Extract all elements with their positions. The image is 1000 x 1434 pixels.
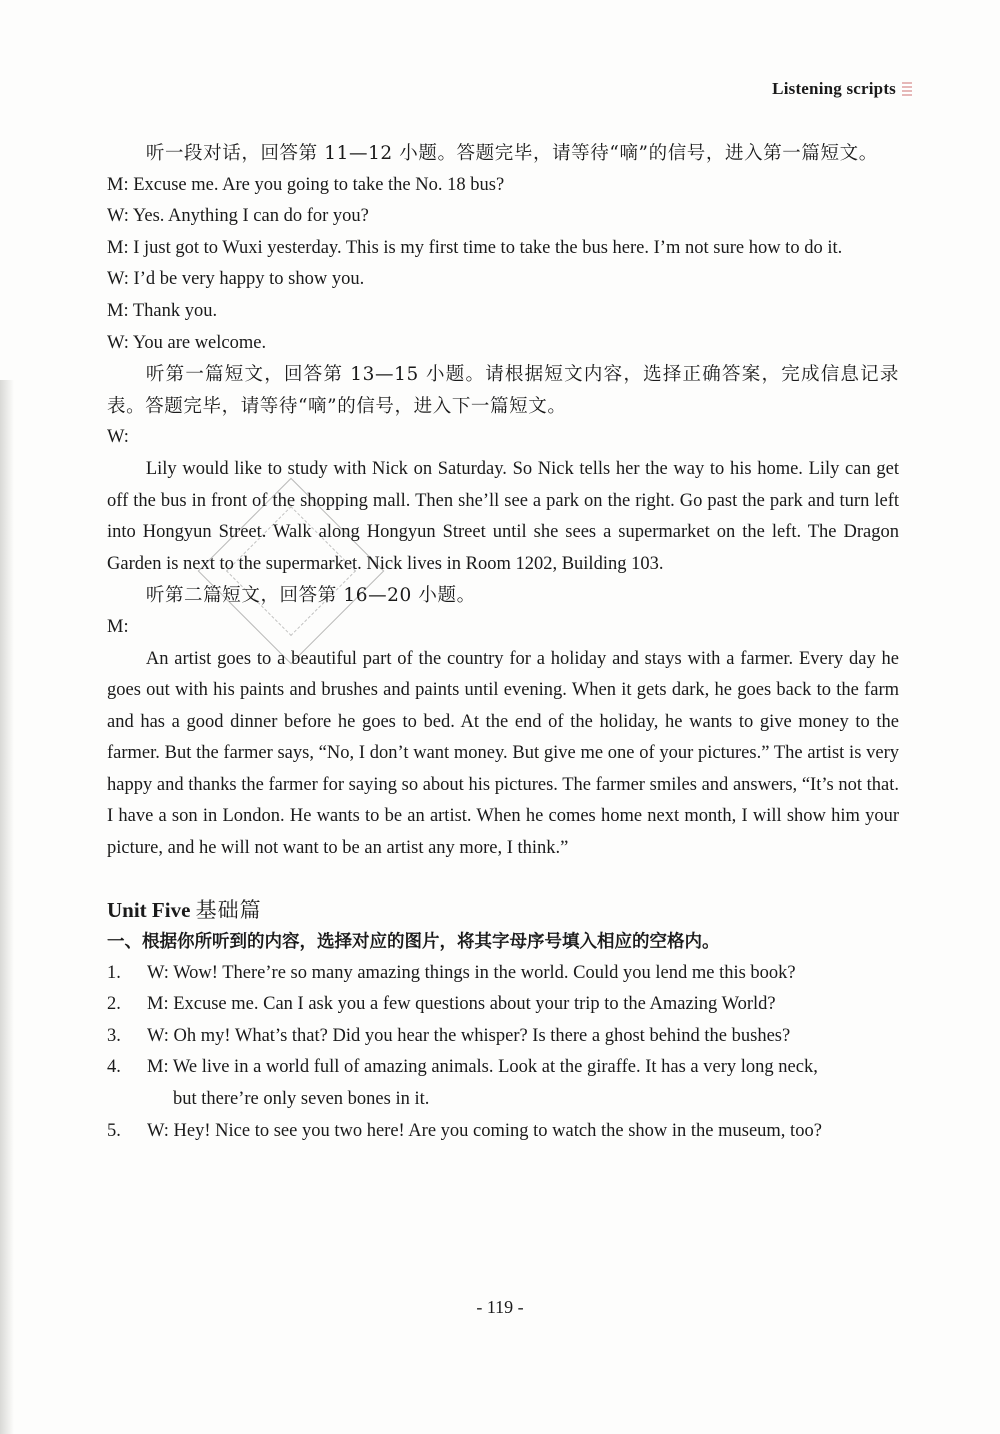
list-item	[107, 989, 899, 1021]
list-item	[107, 1021, 899, 1053]
unit-heading	[107, 893, 899, 927]
item-number: 1.	[107, 962, 121, 983]
item-text: W: Wow! There’re so many amazing things in the world. Could you lend me this book?	[147, 962, 796, 983]
unit-title-en: Unit Five	[107, 897, 191, 922]
item-text: M: Excuse me. Can I ask you a few questions about your trip to the Amazing World?	[147, 994, 776, 1015]
section-a-intro: 听一段对话，回答第 11—12 小题。答题完毕，请等待“嘀”的信号，进入第一篇短文。	[145, 143, 878, 164]
dialogue-line: M: Excuse me. Are you going to take the No. 18 bus?	[107, 174, 505, 195]
running-head-tab-mark	[902, 82, 912, 98]
dialogue-line: W: I’d be very happy to show you.	[107, 269, 365, 290]
unit-title-cn: 基础篇	[195, 897, 262, 922]
item-text: W: Hey! Nice to see you two here! Are you coming to watch the show in the museum, too?	[147, 1120, 822, 1141]
dialogue-line: W: You are welcome.	[107, 332, 267, 353]
passage-1-intro: 听第一篇短文，回答第 13—15 小题。请根据短文内容，选择正确答案，完成信息记录表。答题完毕，请等待“嘀”的信号，进入下一篇短文。	[107, 364, 899, 417]
list-item	[107, 1116, 899, 1148]
dialogue-line: M: I just got to Wuxi yesterday. This is my first time to take the bus here. I’m not sure how to do it.	[107, 237, 843, 258]
passage-1-text: Lily would like to study with Nick on Saturday. So Nick tells her the way to his home. Lily can get off the bus in front of the shopping mall. Then she’ll see a park on the right. Go past the park and turn left into Hongyun Street. Walk along Hongyun Street until she sees a supermarket on the left. The Dragon Garden is next to the supermarket. Nick lives in Room 1202, Building 103.	[107, 458, 899, 574]
item-number: 4.	[107, 1057, 121, 1078]
list-item	[107, 958, 899, 990]
passage-2-intro: 听第二篇短文，回答第 16—20 小题。	[145, 585, 476, 607]
page-content	[107, 138, 899, 1147]
passage-2-speaker: M:	[107, 616, 129, 637]
item-text: M: We live in a world full of amazing animals. Look at the giraffe. It has a very long neck,	[147, 1057, 818, 1078]
scan-edge-shadow	[0, 380, 14, 1434]
dialogue-line: W: Yes. Anything I can do for you?	[107, 206, 369, 227]
passage-2-text: An artist goes to a beautiful part of the country for a holiday and stays with a farmer. Every day he goes out with his paints and brushes and paints until evening. When it gets dark, he goes back to the farm and has a good dinner before he goes to bed. At the end of the holiday, he wants to give money to the farmer. But the farmer says, “No, I don’t want money. But give me one of your pictures.” The artist is very happy and thanks the farmer for saying so about his pictures. The farmer smiles and answers, “It’s not that. I have a son in London. He wants to be an artist. When he comes home next month, I will show him your picture, and he will not want to be an artist any more, I think.”	[107, 648, 899, 859]
item-number: 2.	[107, 994, 121, 1015]
item-text: W: Oh my! What’s that? Did you hear the whisper? Is there a ghost behind the bushes?	[147, 1025, 791, 1046]
running-head: Listening scripts	[772, 79, 896, 98]
item-number: 5.	[107, 1120, 121, 1141]
dialogue-line: M: Thank you.	[107, 300, 218, 321]
item-number: 3.	[107, 1025, 121, 1046]
passage-1-speaker: W:	[107, 427, 129, 448]
page-number: - 119 -	[476, 1297, 524, 1317]
list-item	[107, 1052, 899, 1115]
item-text-continuation: but there’re only seven bones in it.	[173, 1089, 430, 1110]
section-instruction: 一、根据你所听到的内容，选择对应的图片，将其字母序号填入相应的空格内。	[107, 931, 720, 952]
item-text-block	[147, 1052, 899, 1115]
